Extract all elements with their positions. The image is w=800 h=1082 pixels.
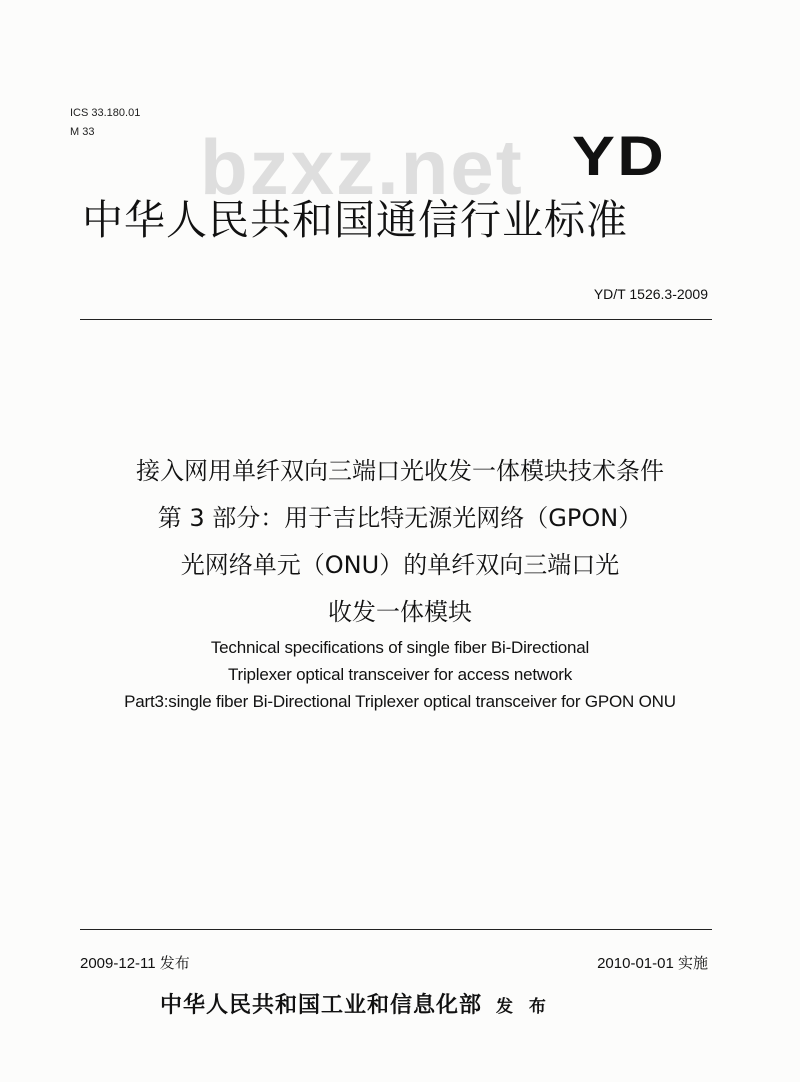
issuing-authority	[160, 988, 551, 1019]
chinese-title	[40, 448, 760, 636]
yd-logo: YD	[572, 124, 667, 187]
effective-date: 2010-01-01 实施	[597, 955, 708, 972]
ccs-code: M 33	[70, 126, 95, 138]
classification-codes	[70, 104, 140, 142]
standard-category-title: 中华人民共和国通信行业标准	[82, 196, 628, 244]
issuer-name: 中华人民共和国工业和信息化部	[160, 993, 483, 1018]
chinese-title-line: 收发一体模块	[328, 598, 472, 626]
bottom-divider	[80, 929, 712, 930]
english-title-line: Part3:single fiber Bi-Directional Triplexer optical transceiver for GPON ONU	[124, 692, 676, 711]
standard-number: YD/T 1526.3-2009	[593, 286, 708, 302]
english-title-line: Triplexer optical transceiver for access network	[227, 665, 573, 684]
english-title-line: Technical specifications of single fiber Bi-Directional	[210, 638, 590, 657]
chinese-title-line: 第 3 部分：用于吉比特无源光网络（GPON）	[157, 504, 643, 532]
issue-date: 2009-12-11 发布	[80, 955, 190, 972]
ics-code: ICS 33.180.01	[70, 107, 141, 119]
chinese-title-line: 接入网用单纤双向三端口光收发一体模块技术条件	[136, 457, 664, 485]
english-title	[40, 634, 760, 715]
chinese-title-line: 光网络单元（ONU）的单纤双向三端口光	[180, 551, 620, 579]
watermark: bzxz.net	[200, 123, 524, 211]
issuer-publish-label: 发 布	[496, 997, 551, 1017]
top-divider	[80, 319, 712, 320]
